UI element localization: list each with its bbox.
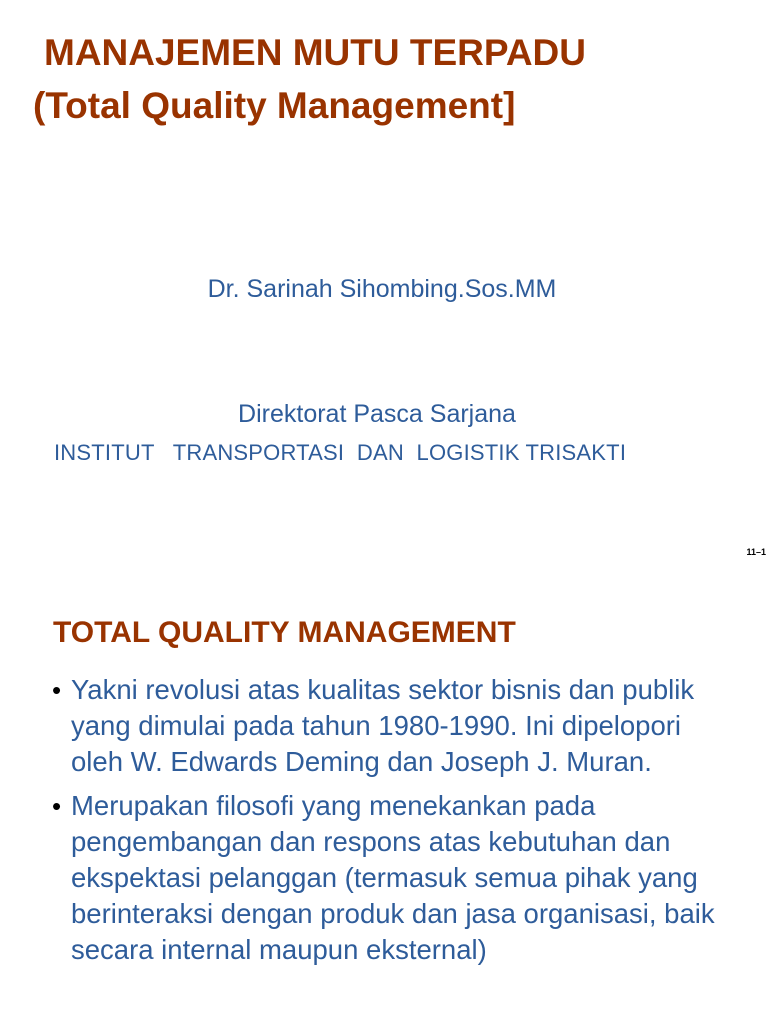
content-slide: [0, 580, 768, 1024]
slide-title-line-1: MANAJEMEN MUTU TERPADU: [44, 32, 586, 73]
slide-title-line-2: (Total Quality Management]: [33, 85, 516, 126]
directorate-name: Direktorat Pasca Sarjana: [238, 400, 516, 428]
bullet-list: [50, 672, 730, 976]
list-item: [50, 788, 730, 968]
bullet-text: Yakni revolusi atas kualitas sektor bisnis dan publik yang dimulai pada tahun 1980-1990. Ini dipelopori oleh W. Edwards Deming dan Joseph J. Muran.: [71, 674, 695, 777]
author-name: Dr. Sarinah Sihombing.Sos.MM: [207, 275, 557, 303]
slide-heading: TOTAL QUALITY MANAGEMENT: [53, 616, 516, 649]
bullet-icon: •: [52, 791, 62, 821]
bullet-icon: •: [52, 675, 62, 705]
slide-page-number: 11–1: [746, 547, 766, 557]
institute-name: INSTITUT TRANSPORTASI DAN LOGISTIK TRISAKTI: [54, 440, 627, 465]
list-item: [50, 672, 730, 780]
bullet-text: Merupakan filosofi yang menekankan pada pengembangan dan respons atas kebutuhan dan ekspektasi pelanggan (termasuk semua pihak yang berinteraksi dengan produk dan jasa organisasi, baik secara internal maupun eksternal): [71, 790, 715, 965]
